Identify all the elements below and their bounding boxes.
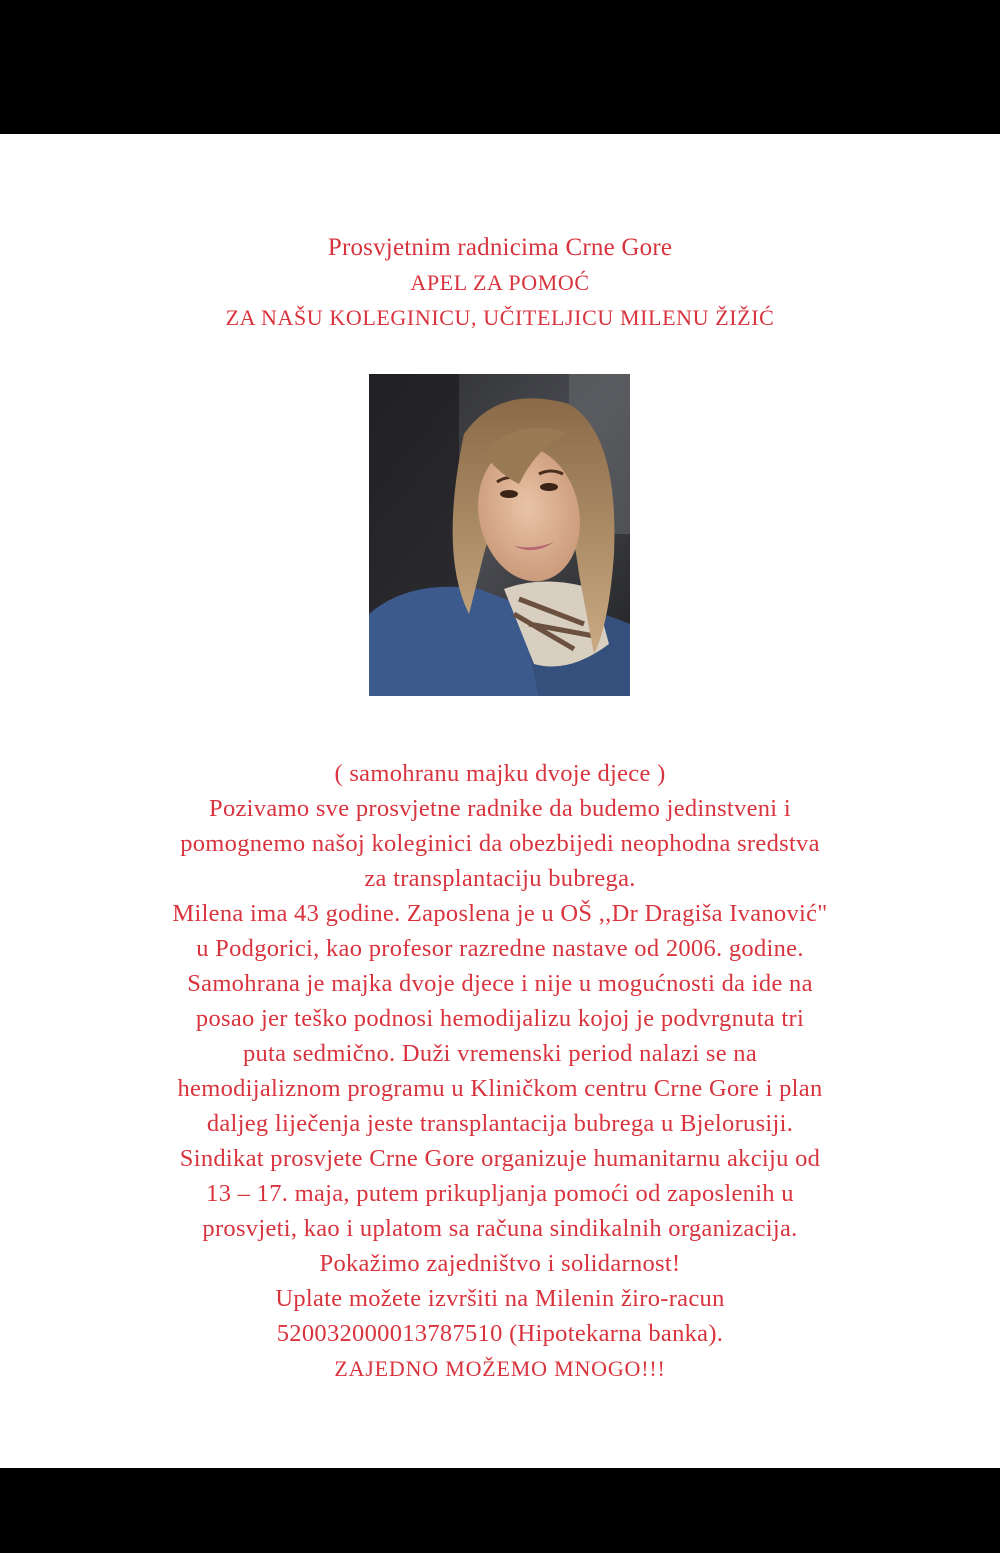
top-black-bar xyxy=(0,0,1000,134)
portrait-photo xyxy=(369,374,630,696)
body-line: ( samohranu majku dvoje djece ) xyxy=(334,760,666,787)
header-addressee: Prosvjetnim radnicima Crne Gore xyxy=(327,234,673,261)
body-line: Uplate možete izvršiti na Milenin žiro-racun xyxy=(275,1285,725,1312)
body-line: u Podgorici, kao profesor razredne nastave od 2006. godine. xyxy=(196,935,804,962)
body-line: za transplantaciju bubrega. xyxy=(364,865,636,892)
bottom-black-bar xyxy=(0,1468,1000,1553)
body-line: puta sedmično. Duži vremenski period nalazi se na xyxy=(242,1040,758,1067)
body-line: 13 – 17. maja, putem prikupljanja pomoći od zaposlenih u xyxy=(206,1180,794,1207)
body-line: Pokažimo zajedništvo i solidarnost! xyxy=(319,1250,681,1277)
body-line: Pozivamo sve prosvjetne radnike da budemo jedinstveni i xyxy=(209,795,791,822)
body-line: Samohrana je majka dvoje djece i nije u mogućnosti da ide na xyxy=(187,970,813,997)
body-line: Milena ima 43 godine. Zaposlena je u OŠ ,,Dr Dragiša Ivanović" xyxy=(172,900,828,927)
closing-slogan: ZAJEDNO MOŽEMO MNOGO!!! xyxy=(334,1356,666,1381)
body-line: Sindikat prosvjete Crne Gore organizuje humanitarnu akciju od xyxy=(179,1145,821,1172)
body-line: prosvjeti, kao i uplatom sa računa sindikalnih organizacija. xyxy=(202,1215,798,1242)
body-line: posao jer teško podnosi hemodijalizu kojoj je podvrgnuta tri xyxy=(195,1005,805,1032)
body-line: daljeg liječenja jeste transplantacija bubrega u Bjelorusiji. xyxy=(206,1110,794,1137)
body-line: hemodijaliznom programu u Kliničkom centru Crne Gore i plan xyxy=(177,1075,823,1102)
body-line: pomognemo našoj koleginici da obezbijedi neophodna sredstva xyxy=(180,830,820,857)
bank-account-line: 520032000013787510 (Hipotekarna banka). xyxy=(276,1320,724,1347)
header-subject: ZA NAŠU KOLEGINICU, UČITELJICU MILENU ŽIŽIĆ xyxy=(225,305,775,330)
header-appeal-title: APEL ZA POMOĆ xyxy=(410,270,590,295)
appeal-document xyxy=(0,134,1000,1468)
document-header xyxy=(0,230,1000,335)
appeal-body xyxy=(60,756,940,1386)
